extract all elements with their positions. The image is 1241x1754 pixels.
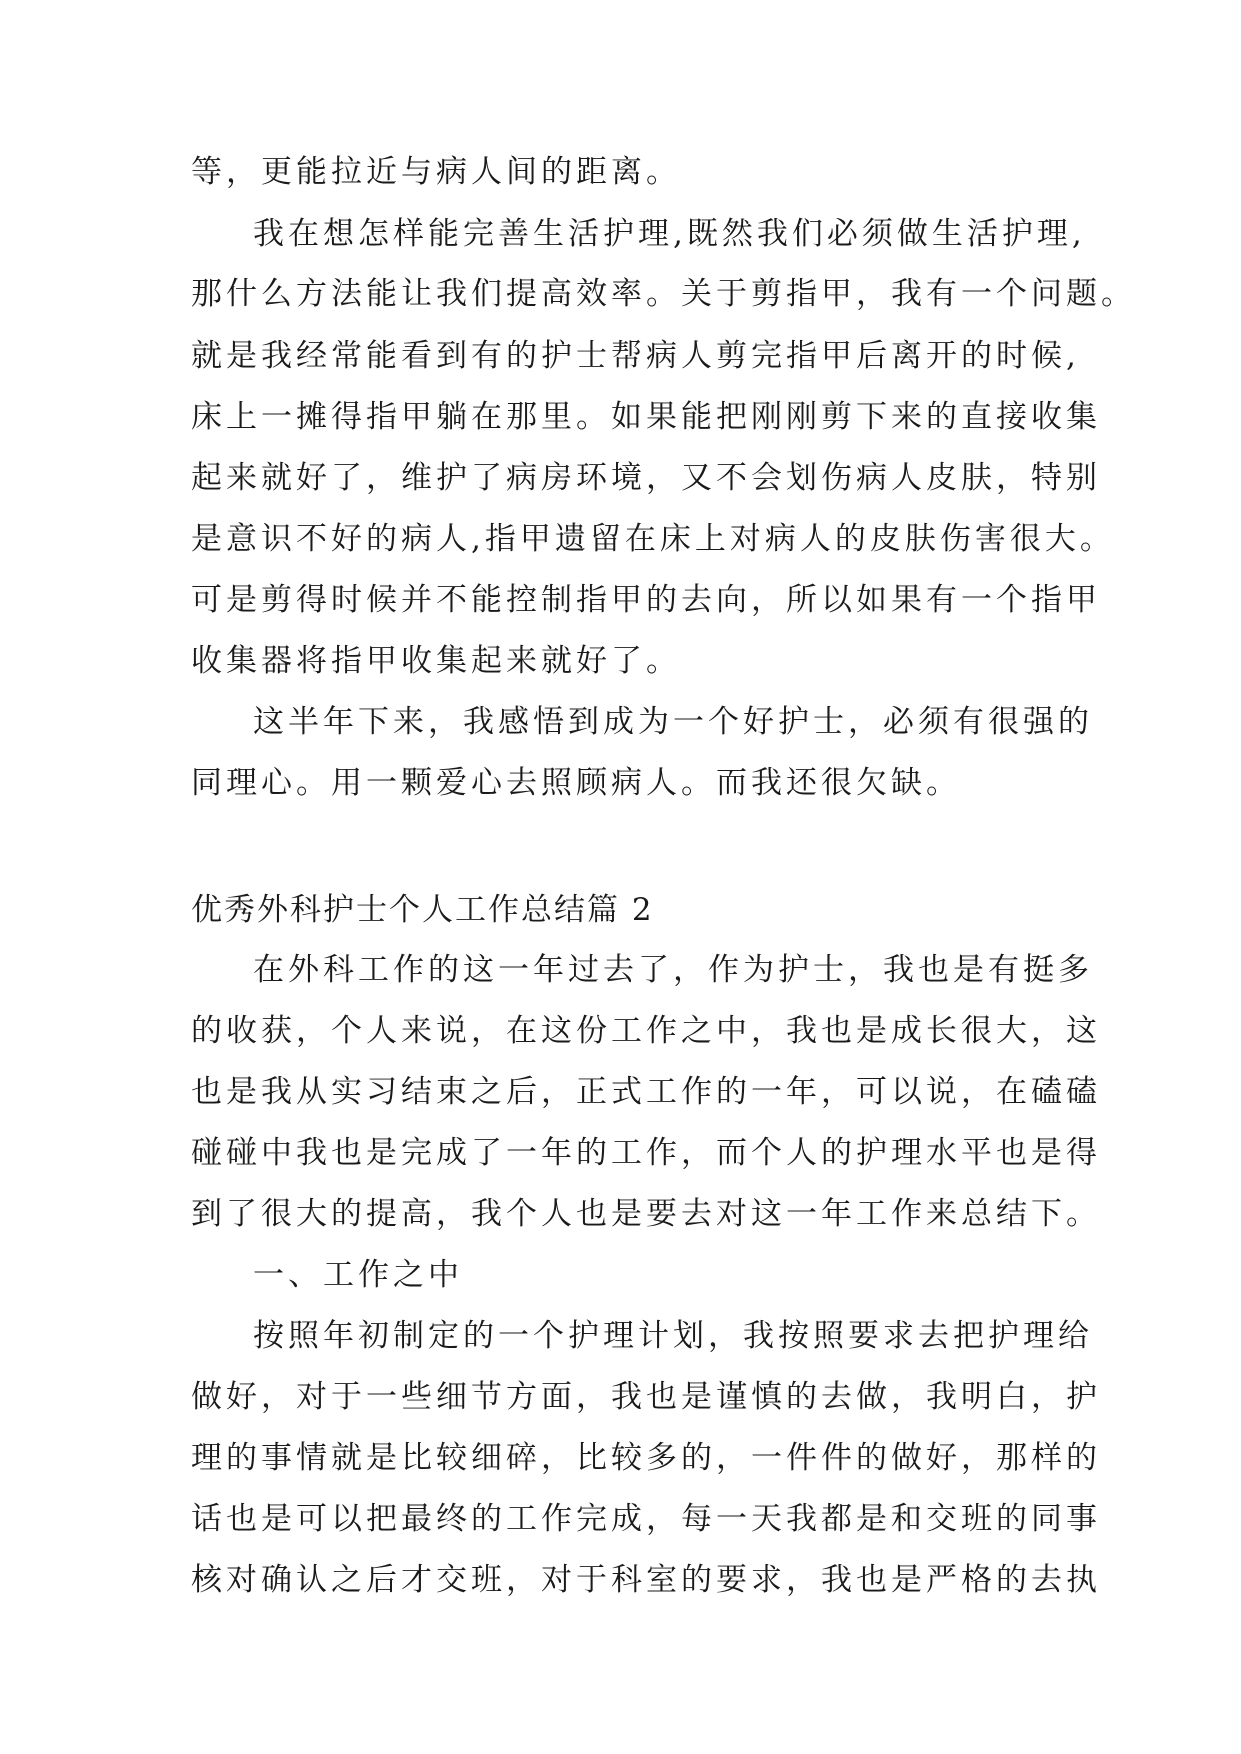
- paragraph-line: 到了很大的提高，我个人也是要去对这一年工作来总结下。: [191, 1196, 1101, 1232]
- paragraph-line: 同理心。用一颗爱心去照顾病人。而我还很欠缺。: [191, 765, 961, 801]
- paragraph-line: 碰碰中我也是完成了一年的工作，而个人的护理水平也是得: [191, 1135, 1101, 1171]
- paragraph-line: 也是我从实习结束之后，正式工作的一年，可以说，在磕磕: [191, 1074, 1101, 1110]
- subheading: 一、工作之中: [253, 1257, 463, 1293]
- paragraph-line: 就是我经常能看到有的护士帮病人剪完指甲后离开的时候,: [191, 338, 1080, 374]
- paragraph-line: 核对确认之后才交班，对于科室的要求，我也是严格的去执: [191, 1562, 1101, 1598]
- paragraph-line: 起来就好了，维护了病房环境，又不会划伤病人皮肤，特别: [191, 460, 1101, 496]
- section-title: 优秀外科护士个人工作总结篇 2: [191, 892, 654, 928]
- paragraph-line: 收集器将指甲收集起来就好了。: [191, 643, 681, 679]
- paragraph-line: 理的事情就是比较细碎，比较多的，一件件的做好，那样的: [191, 1440, 1101, 1476]
- paragraph-line: 话也是可以把最终的工作完成，每一天我都是和交班的同事: [191, 1501, 1101, 1537]
- paragraph-line: 等，更能拉近与病人间的距离。: [191, 154, 681, 190]
- paragraph-line: 在外科工作的这一年过去了，作为护士，我也是有挺多: [253, 952, 1093, 988]
- paragraph-line: 这半年下来，我感悟到成为一个好护士，必须有很强的: [253, 704, 1093, 740]
- paragraph-line: 可是剪得时候并不能控制指甲的去向，所以如果有一个指甲: [191, 582, 1101, 618]
- paragraph-line: 我在想怎样能完善生活护理,既然我们必须做生活护理,: [253, 216, 1086, 252]
- paragraph-line: 是意识不好的病人,指甲遗留在床上对病人的皮肤伤害很大。: [191, 521, 1115, 557]
- paragraph-line: 做好，对于一些细节方面，我也是谨慎的去做，我明白，护: [191, 1379, 1101, 1415]
- paragraph-line: 床上一摊得指甲躺在那里。如果能把刚刚剪下来的直接收集: [191, 399, 1101, 435]
- paragraph-line: 的收获，个人来说，在这份工作之中，我也是成长很大，这: [191, 1013, 1101, 1049]
- paragraph-line: 那什么方法能让我们提高效率。关于剪指甲，我有一个问题。: [191, 276, 1136, 312]
- paragraph-line: 按照年初制定的一个护理计划，我按照要求去把护理给: [253, 1318, 1093, 1354]
